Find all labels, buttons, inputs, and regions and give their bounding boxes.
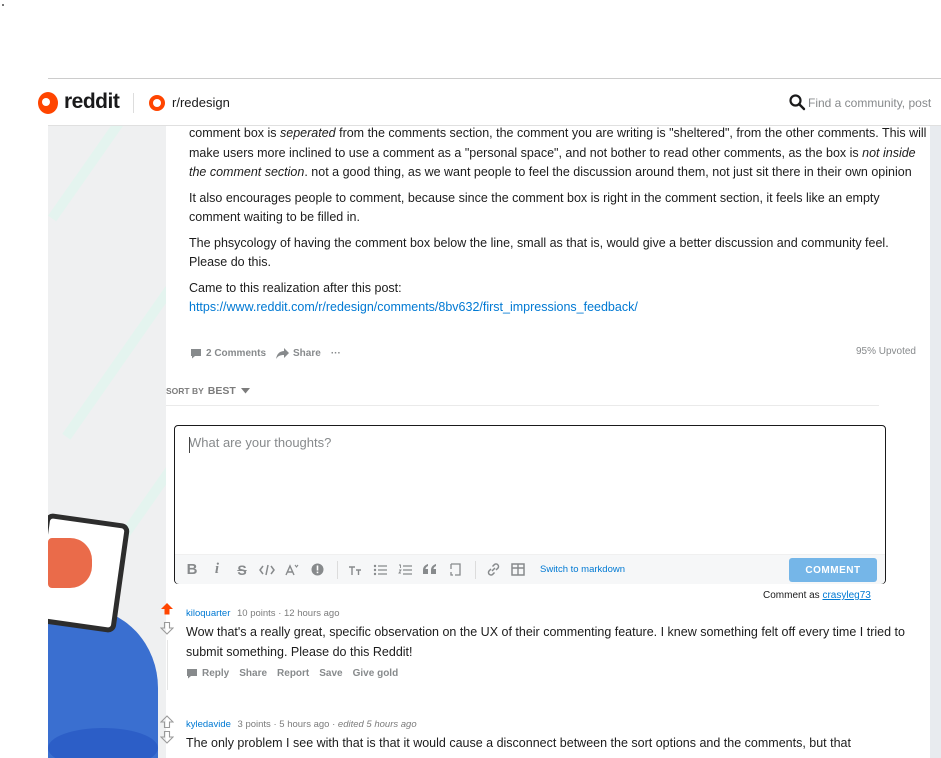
- strikethrough-button[interactable]: [231, 559, 253, 581]
- reddit-logo-icon[interactable]: [38, 92, 58, 114]
- numbered-list-button[interactable]: [394, 559, 416, 581]
- search-icon[interactable]: [788, 93, 806, 111]
- post-paragraph: It also encourages people to comment, because since the comment box is right in the comment section, it feels like an empty comment waiting to be filled in.: [189, 190, 880, 224]
- post-link[interactable]: https://www.reddit.com/r/redesign/comments/8bv632/first_impressions_feedback/: [189, 300, 638, 314]
- comment-meta: [186, 719, 417, 730]
- comment-box: [174, 425, 886, 584]
- post-paragraph: The phsycology of having the comment box below the line, small as that is, would give a better discussion and community feel. Please do this.: [189, 235, 889, 269]
- page-background-right: [930, 108, 941, 758]
- comment-author[interactable]: kyledavide: [186, 719, 231, 730]
- spoiler-icon: [311, 563, 324, 576]
- comment-author[interactable]: kiloquarter: [186, 608, 231, 619]
- comment-body: The only problem I see with that is that it would cause a disconnect between the sort options and the comments, but that: [186, 736, 851, 750]
- toolbar-divider: [475, 561, 476, 579]
- subreddit-icon[interactable]: [149, 95, 165, 111]
- table-button[interactable]: [507, 559, 529, 581]
- heading-icon: [348, 564, 362, 576]
- more-icon: ···: [330, 347, 341, 359]
- section-divider: [166, 405, 879, 406]
- corner-dot: [2, 4, 4, 6]
- top-header: [48, 78, 941, 126]
- comment-time: 5 hours ago: [279, 719, 330, 730]
- code-icon: [259, 564, 275, 576]
- bold-icon: B: [186, 561, 198, 578]
- strikethrough-icon: S: [237, 561, 247, 578]
- upvote-percentage: 95% Upvoted: [855, 346, 916, 357]
- comment-actions: [186, 668, 408, 679]
- bg-orange-shape: [48, 538, 92, 588]
- username-link[interactable]: crasyleg73: [822, 590, 871, 601]
- reply-button[interactable]: Reply: [202, 668, 230, 679]
- comment-icon: [190, 348, 202, 359]
- superscript-icon: [285, 564, 299, 576]
- upvote-arrow-icon[interactable]: [160, 715, 174, 729]
- page-background-art: [48, 108, 166, 758]
- downvote-arrow-icon[interactable]: [160, 730, 174, 744]
- code-block-icon: [449, 563, 462, 576]
- subreddit-name[interactable]: r/redesign: [172, 95, 230, 110]
- comment-body: Wow that's a really great, specific observation on the UX of their commenting feature. I knew something felt off every time I tried to submit something. Please do this Reddit!: [186, 625, 905, 659]
- numbered-list-icon: [398, 564, 413, 576]
- meta-separator: ·: [273, 719, 277, 730]
- comment-as-line: Comment as crasyleg73: [763, 590, 871, 601]
- sort-label: SORT BY: [166, 386, 204, 396]
- bulleted-list-icon: [373, 564, 388, 576]
- quote-icon: [423, 564, 437, 575]
- save-button[interactable]: Save: [319, 668, 343, 679]
- sort-value: BEST: [207, 385, 236, 397]
- post-body: [189, 124, 929, 318]
- sort-dropdown[interactable]: [166, 385, 250, 397]
- quote-button[interactable]: [419, 559, 441, 581]
- formatting-toolbar: [175, 554, 885, 584]
- comments-button[interactable]: 2 Comments: [190, 348, 266, 359]
- italic-button[interactable]: [206, 559, 228, 581]
- link-button[interactable]: [482, 559, 504, 581]
- text-caret: [189, 437, 190, 453]
- spoiler-button[interactable]: [306, 559, 328, 581]
- comment-textarea[interactable]: [175, 426, 885, 554]
- header-divider: [133, 93, 134, 113]
- comment-points: 10 points: [237, 608, 276, 619]
- post-paragraph: Came to this realization after this post: https://www.reddit.com/r/redesign/comments/8bv632/first_impressions_feedback/: [189, 280, 638, 314]
- switch-to-markdown-link[interactable]: Switch to markdown: [540, 564, 626, 575]
- superscript-button[interactable]: [281, 559, 303, 581]
- link-icon: [486, 562, 501, 577]
- meta-separator: ·: [332, 719, 336, 730]
- bulleted-list-button[interactable]: [369, 559, 391, 581]
- inline-code-button[interactable]: [256, 559, 278, 581]
- thread-line[interactable]: [167, 640, 168, 690]
- italic-icon: i: [214, 561, 220, 577]
- give-gold-button[interactable]: Give gold: [352, 668, 399, 679]
- bg-stripe: [62, 286, 166, 439]
- reply-icon: [186, 668, 198, 679]
- post-actions-bar: [190, 345, 916, 361]
- bold-button[interactable]: [181, 559, 203, 581]
- report-button[interactable]: Report: [277, 668, 310, 679]
- share-comment-button[interactable]: Share: [239, 668, 268, 679]
- code-block-button[interactable]: [444, 559, 466, 581]
- reddit-wordmark[interactable]: reddit: [64, 90, 120, 113]
- table-icon: [511, 563, 525, 576]
- heading-button[interactable]: [344, 559, 366, 581]
- chevron-down-icon: [241, 388, 250, 394]
- comment-points: 3 points: [237, 719, 271, 730]
- search-input[interactable]: [808, 92, 941, 114]
- comment-time: 12 hours ago: [284, 608, 340, 619]
- downvote-arrow-icon[interactable]: [160, 621, 174, 635]
- comment-edited: edited 5 hours ago: [337, 719, 417, 730]
- upvote-arrow-icon[interactable]: [160, 602, 174, 616]
- share-arrow-icon: [276, 348, 289, 359]
- toolbar-divider: [337, 561, 338, 579]
- more-options-button[interactable]: [331, 348, 341, 359]
- submit-comment-button[interactable]: COMMENT: [789, 558, 877, 582]
- meta-separator: ·: [278, 608, 282, 619]
- share-button[interactable]: Share: [276, 348, 321, 359]
- post-paragraph: comment box is seperated from the comments section, the comment you are writing is "sheltered", from the other comments. This will make users more inclined to use a comment as a "personal space", and not bother to read other comments, as the box is not inside the comment section. not a good thing, as we want people to feel the discussion around them, not just sit there in their own opinion: [189, 126, 927, 179]
- comment-meta: [186, 608, 339, 619]
